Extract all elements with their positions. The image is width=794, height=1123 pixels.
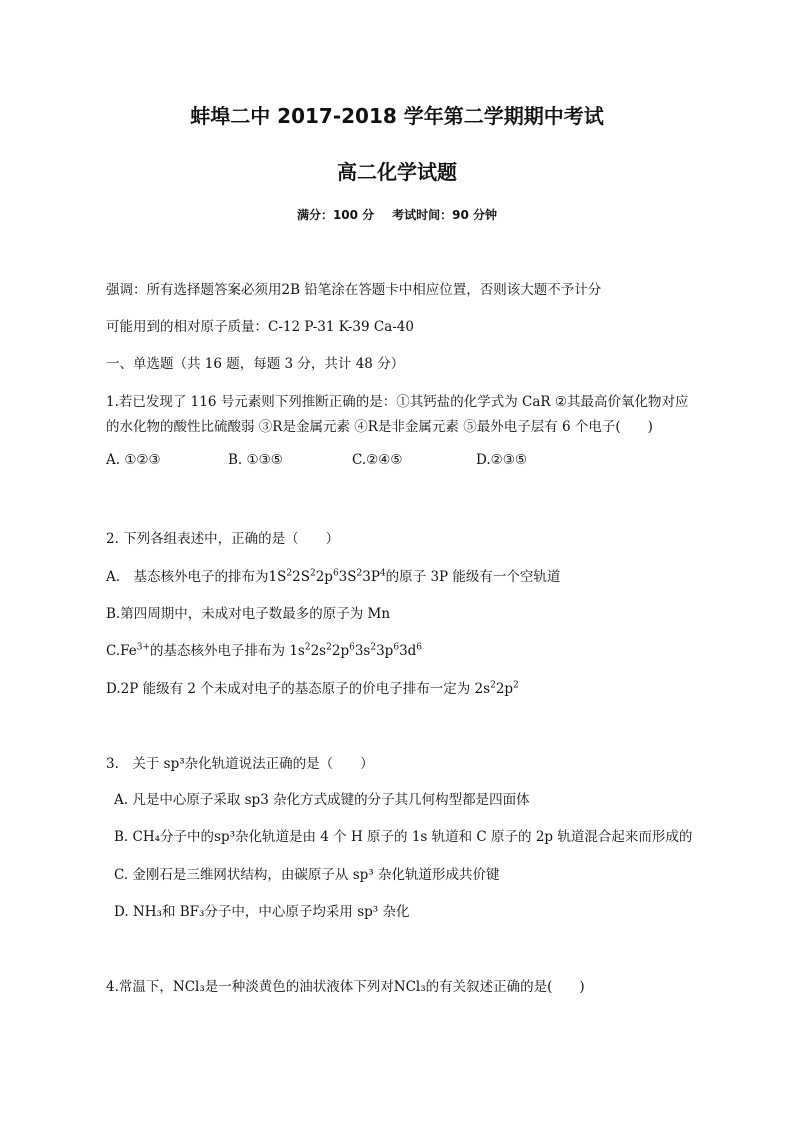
q2-stem: 2. 下列各组表述中，正确的是（ ） [106,531,340,547]
q3-option-a: A. 凡是中心原子采取 sp3 杂化方式成键的分子其几何构型都是四面体 [114,792,530,808]
q1-options [106,452,527,468]
q3-option-c: C. 金刚石是三维网状结构，由碳原子从 sp³ 杂化轨道形成共价键 [114,867,500,883]
section-heading: 一、单选题（共 16 题，每题 3 分，共计 48 分） [106,356,405,372]
q1-option-a: A. ①②③ [106,452,161,468]
q1-option-d: D.②③⑤ [476,452,527,468]
q1-option-c: C.②④⑤ [352,452,403,468]
atomic-masses-note: 可能用到的相对原子质量：C-12 P-31 K-39 Ca-40 [106,319,414,335]
q2-option-d: D.2P 能级有 2 个未成对电子的基态原子的价电子排布一定为 $2s^22p^2$ [106,680,519,697]
q1-stem-line1: 1.若已发现了 116 号元素则下列推断正确的是：①其钙盐的化学式为 CaR ②其最高价氧化物对应 [106,394,689,410]
q2-option-a: A. 基态核外电子的排布为$1S^22S^22p^63S^23P^4$的原子 3P 能级有一个空轨道 [106,568,561,585]
q3-option-b: B. CH₄分子中的sp³杂化轨道是由 4 个 H 原子的 1s 轨道和 C 原子的 2p 轨道混合起来而形成的 [114,829,693,845]
time-label: 考试时间：90 分钟 [392,208,498,222]
exam-info [0,206,794,223]
emphasis-note: 强调：所有选择题答案必须用2B 铅笔涂在答题卡中相应位置，否则该大题不予计分 [106,282,602,298]
q1-option-b: B. ①③⑤ [228,452,283,468]
q4-stem: 4.常温下，NCl₃是一种淡黄色的油状液体下列对NCl₃的有关叙述正确的是( ) [106,979,585,995]
q1-stem-line2: 的水化物的酸性比硫酸弱 ③R是金属元素 ④R是非金属元素 ⑤最外电子层有 6 个电子( ) [106,419,653,435]
q2-option-c: $C.Fe^{3+}$的基态核外电子排布为 $1s^22s^22p^63s^23p^63d^6$ [106,642,423,659]
q3-option-d: D. NH₃和 BF₃分子中，中心原子均采用 sp³ 杂化 [114,904,410,920]
exam-title: 蚌埠二中 2017-2018 学年第二学期期中考试 [190,104,604,128]
q3-stem: 3. 关于 sp³杂化轨道说法正确的是（ ） [106,756,374,772]
score-label: 满分：100 分 [296,208,375,222]
exam-subtitle: 高二化学试题 [337,160,457,184]
q2-option-b: B.第四周期中，未成对电子数最多的原子为 Mn [106,606,391,622]
